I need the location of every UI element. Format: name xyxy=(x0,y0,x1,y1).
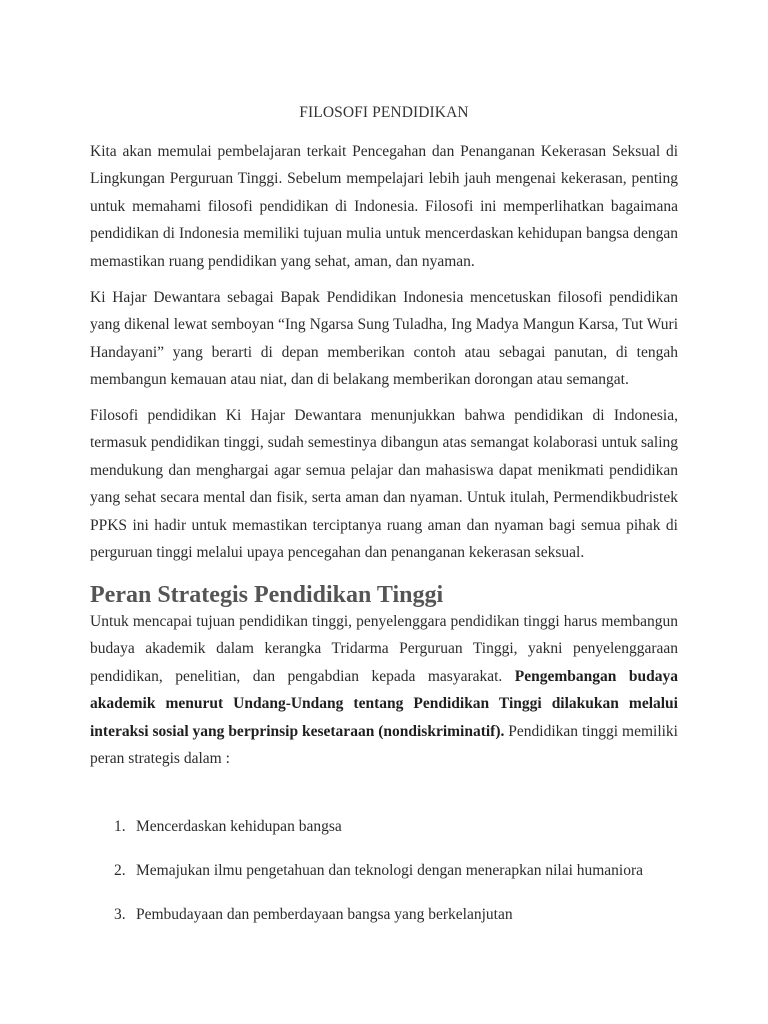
paragraph-peran-strategis xyxy=(90,608,678,772)
paragraph-ki-hajar: Ki Hajar Dewantara sebagai Bapak Pendidikan Indonesia mencetuskan filosofi pendidikan yang dikenal lewat semboyan “Ing Ngarsa Sung Tuladha, Ing Madya Mangun Karsa, Tut Wuri Handayani” yang berarti di depan memberikan contoh atau sebagai panutan, di tengah membangun kemauan atau niat, dan di belakang memberikan dorongan atau semangat. xyxy=(90,289,678,389)
section-heading: Peran Strategis Pendidikan Tinggi xyxy=(90,582,444,608)
list-text: Pembudayaan dan pemberdayaan bangsa yang berkelanjutan xyxy=(136,906,513,923)
document-title: FILOSOFI PENDIDIKAN xyxy=(299,104,469,121)
list-number: 1. xyxy=(114,818,126,835)
intro-text-end: Pendidikan tinggi memiliki peran strategis dalam : xyxy=(90,722,678,768)
list-number: 3. xyxy=(114,906,126,923)
paragraph-intro: Kita akan memulai pembelajaran terkait Pencegahan dan Penanganan Kekerasan Seksual di Lingkungan Perguruan Tinggi. Sebelum mempelajari lebih jauh mengenai kekerasan, penting untuk memahami filosofi pendidikan di Indonesia. Filosofi ini memperlihatkan bagaimana pendidikan di Indonesia memiliki tujuan mulia untuk mencerdaskan kehidupan bangsa dengan memastikan ruang pendidikan yang sehat, aman, dan nyaman. xyxy=(90,143,678,270)
intro-text-start: Untuk mencapai tujuan pendidikan tinggi, penyelenggara pendidikan tinggi harus membangun budaya akademik dalam kerangka Tridarma Perguruan Tinggi, yakni penyelenggaraan pendidikan, penelitian, dan pengabdian kepada masyarakat. xyxy=(90,613,678,685)
list-number: 2. xyxy=(114,862,126,879)
list-text: Mencerdaskan kehidupan bangsa xyxy=(136,818,342,835)
list-text: Memajukan ilmu pengetahuan dan teknologi dengan menerapkan nilai humaniora xyxy=(136,862,644,879)
intro-text-bold: Pengembangan budaya akademik menurut Undang-Undang tentang Pendidikan Tinggi dilakukan melalui interaksi sosial yang berprinsip kesetaraan (nondiskriminatif). xyxy=(90,667,678,740)
paragraph-filosofi: Filosofi pendidikan Ki Hajar Dewantara menunjukkan bahwa pendidikan di Indonesia, termasuk pendidikan tinggi, sudah semestinya dibangun atas semangat kolaborasi untuk saling mendukung dan menghargai agar semua pelajar dan mahasiswa dapat menikmati pendidikan yang sehat secara mental dan fisik, serta aman dan nyaman. Untuk itulah, Permendikbudristek PPKS ini hadir untuk memastikan terciptanya ruang aman dan nyaman bagi semua pihak di perguruan tinggi melalui upaya pencegahan dan penanganan kekerasan seksual. xyxy=(90,407,678,562)
